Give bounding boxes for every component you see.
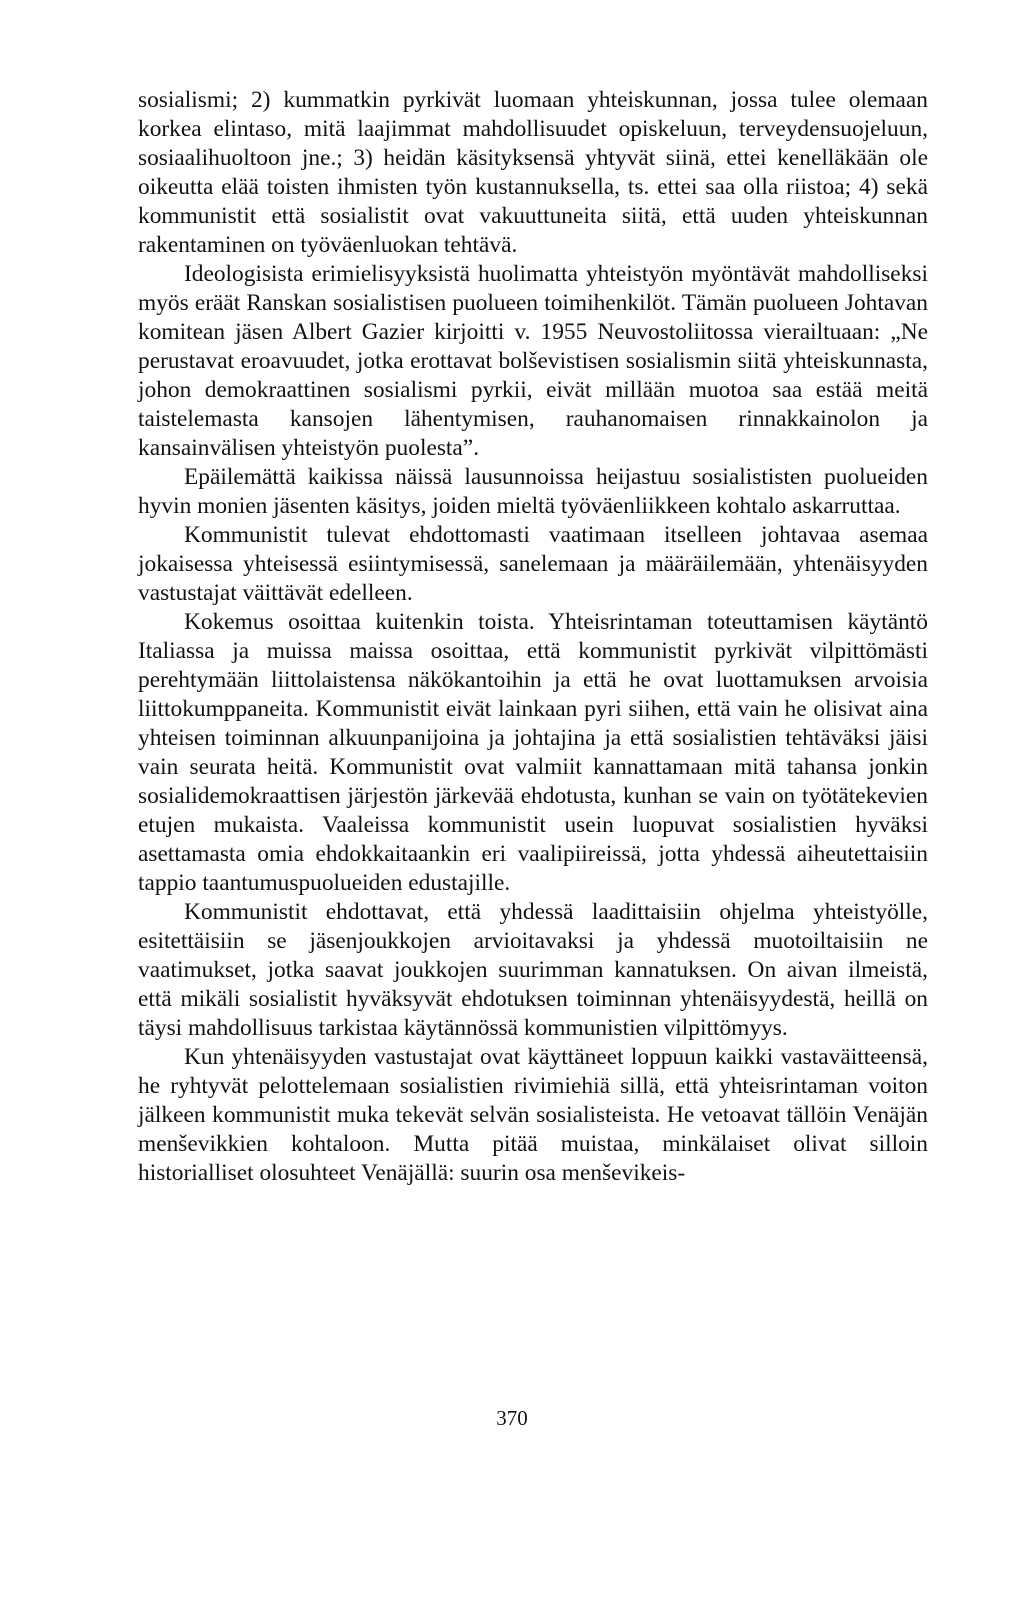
page-number: 370 bbox=[496, 1406, 528, 1430]
paragraph-6: Kommunistit ehdottavat, että yhdessä laadittaisiin ohjelma yhteistyölle, esitettäisiin se jäsenjoukkojen arvioitavaksi ja yhdessä muotoiltaisiin ne vaatimukset, jotka saavat joukkojen suurimman kannatuksen. On aivan ilmeistä, että mikäli sosialistit hyväksyvät ehdotuksen toiminnan yhtenäisyydestä, heillä on täysi mahdollisuus tarkistaa käytännössä kommunistien vilpittömyys. bbox=[138, 899, 928, 1041]
paragraph-5: Kokemus osoittaa kuitenkin toista. Yhteisrintaman toteuttamisen käytäntö Italiassa ja muissa maissa osoittaa, että kommunistit pyrkivät vilpittömästi perehtymään liittolaistensa näkökantoihin ja että he ovat luottamuksen arvoisia liittokumppaneita. Kommunistit eivät lainkaan pyri siihen, että vain he olisivat aina yhteisen toiminnan alkuunpanijoina ja johtajina ja että sosialistien tehtäväksi jäisi vain seurata heitä. Kommunistit ovat valmiit kannattamaan mitä tahansa jonkin sosialidemokraattisen järjestön järkevää ehdotusta, kunhan se vain on työtätekevien etujen mukaista. Vaaleissa kommunistit usein luopuvat sosialistien hyväksi asettamasta omia ehdokkaitaankin eri vaalipiireissä, jotta yhdessä aiheutettaisiin tappio taantumuspuolueiden edustajille. bbox=[138, 609, 928, 896]
paragraph-7: Kun yhtenäisyyden vastustajat ovat käyttäneet loppuun kaikki vastaväitteensä, he ryhtyvät pelottelemaan sosialistien rivimiehiä sillä, että yhteisrintaman voiton jälkeen kommunistit muka tekevät selvän sosialisteista. He vetoavat tällöin Venäjän menševikkien kohtaloon. Mutta pitää muistaa, minkälaiset olivat silloin historialliset olosuhteet Venäjällä: suurin osa menševikeis- bbox=[138, 1044, 928, 1186]
document-page bbox=[138, 86, 928, 1188]
paragraph-4: Kommunistit tulevat ehdottomasti vaatimaan itselleen johtavaa asemaa jokaisessa yhteisessä esiintymisessä, sanelemaan ja määräilemään, yhtenäisyyden vastustajat väittävät edelleen. bbox=[138, 522, 928, 606]
paragraph-3: Epäilemättä kaikissa näissä lausunnoissa heijastuu sosialististen puolueiden hyvin monien jäsenten käsitys, joiden mieltä työväenliikkeen kohtalo askarruttaa. bbox=[138, 464, 928, 519]
paragraph-1: sosialismi; 2) kummatkin pyrkivät luomaan yhteiskunnan, jossa tulee olemaan korkea elintaso, mitä laajimmat mahdollisuudet opiskeluun, terveydensuojeluun, sosiaalihuoltoon jne.; 3) heidän käsityksensä yhtyvät siinä, ettei kenelläkään ole oikeutta elää toisten ihmisten työn kustannuksella, ts. ettei saa olla riistoa; 4) sekä kommunistit että sosialistit ovat vakuuttuneita siitä, että uuden yhteiskunnan rakentaminen on työväenluokan tehtävä. bbox=[138, 87, 928, 258]
paragraph-2: Ideologisista erimielisyyksistä huolimatta yhteistyön myöntävät mahdolliseksi myös eräät Ranskan sosialistisen puolueen toimihenkilöt. Tämän puolueen Johtavan komitean jäsen Albert Gazier kirjoitti v. 1955 Neuvostoliitossa vierailtuaan: „Ne perustavat eroavuudet, jotka erottavat bolševistisen sosialismin siitä yhteiskunnasta, johon demokraattinen sosialismi pyrkii, eivät millään muotoa saa estää meitä taistelemasta kansojen lähentymisen, rauhanomaisen rinnakkainolon ja kansainvälisen yhteistyön puolesta”. bbox=[138, 261, 928, 461]
